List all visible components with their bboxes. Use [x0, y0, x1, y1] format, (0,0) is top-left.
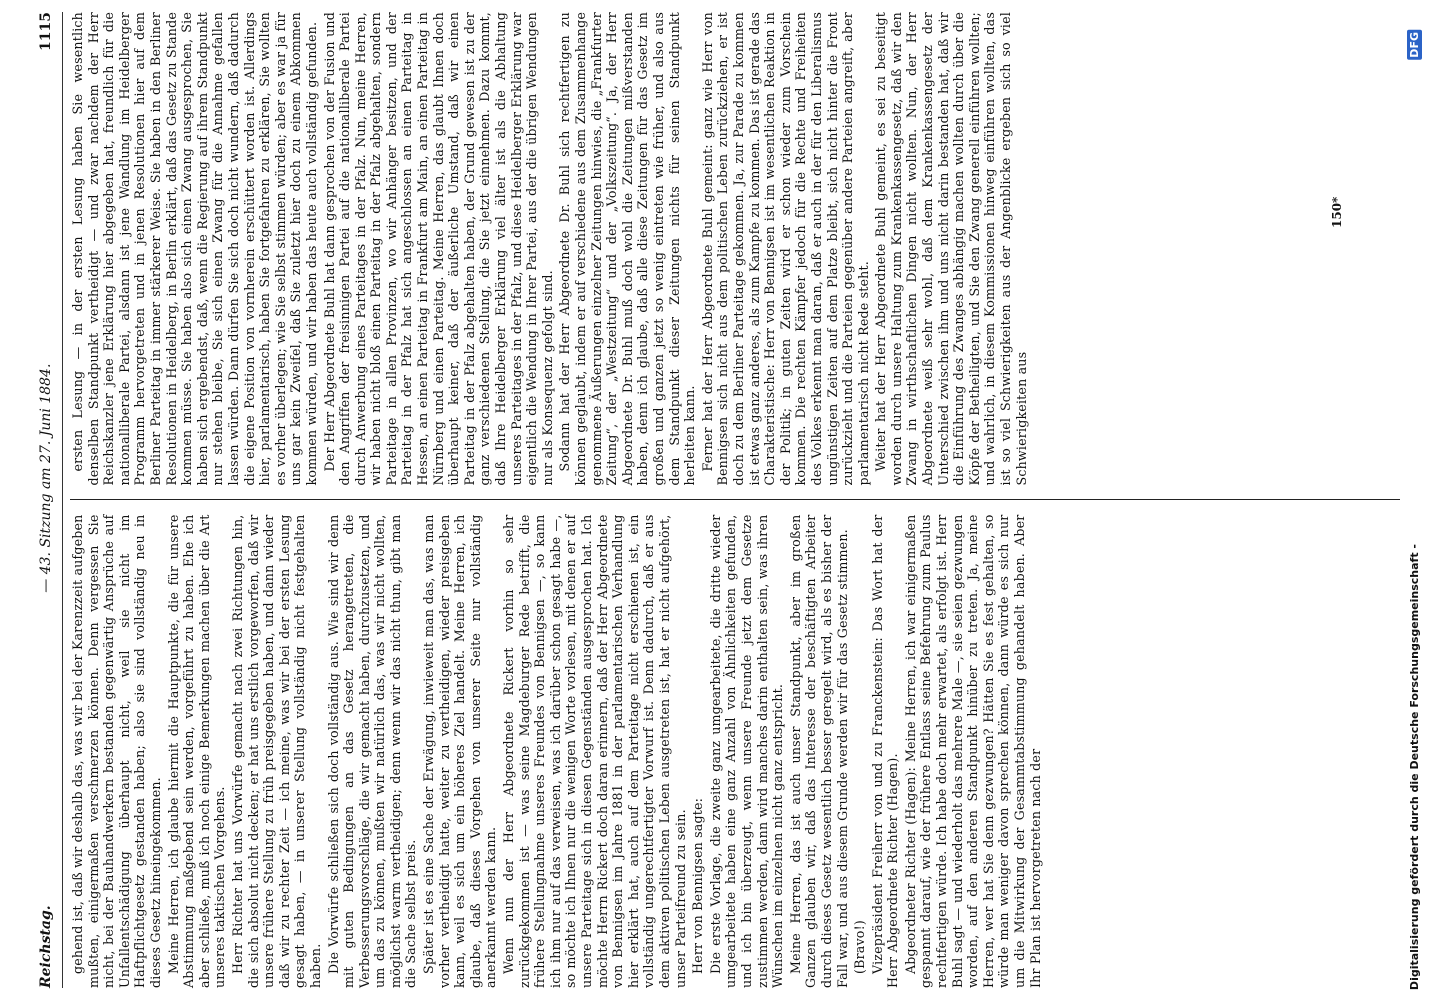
paragraph: Abgeordneter Richter (Hagen): Meine Herren, ich war einigermaßen gespannt darauf, wie der frühere Entlass seine Befehrung zum Paulus rechtfertigen würde. Ich habe doch mehr erwartet, als erfolgt ist. Herr Buhl sagt — und wiederholt das mehrere Male —, sie seien gezwungen worden, auf den anderen Standpunkt hinüber zu treten. Ja, meine Herren, wer hat Sie denn gezwungen? Hätten Sie es fest gehalten, so würde man weniger davon sprechen können, dann würde es sich nur um die Mitwirkung der Gesammtabstimmung gehandelt haben. Aber Ihr Plan ist hervorgetreten nach der: [902, 514, 1043, 988]
paragraph: Die erste Vorlage, die zweite ganz umgearbeitete, die dritte wieder umgearbeitete haben eine ganz Anzahl von Ähnlichkeiten gefunden, und ich bin überzeugt, wenn unsere Freunde jetzt dem Gesetze zustimmen werden, dann wird manches darin enthalten sein, was ihren Wünschen im einzelnen nicht ganz entspricht.: [707, 514, 786, 988]
paragraph: Meine Herren, das ist auch unser Standpunkt, aber im großen Ganzen glauben wir, daß das Interesse der beschäftigten Arbeiter durch dieses Gesetz wesentlich besser geregelt wird, als es bisher der Fall war, und aus diesem Grunde werden wir für das Gesetz stimmen.: [787, 514, 850, 988]
paragraph: Ferner hat der Herr Abgeordnete Buhl gemeint: ganz wie Herr von Bennigsen sich nicht aus dem politischen Leben zurückziehen, er ist doch zu dem Berliner Parteitage gekommen. Ja, zur Parade zu kommen ist etwas ganz anderes, als zum Kampfe zu kommen. Das ist gerade das Charakteristische: Herr von Bennigsen ist im wesentlichen Reaktion in der Politik; in guten Zeiten wird er schon wieder zum Vorschein kommen. Die rechten Kämpfer jedoch für die Rechte und Freiheiten des Volkes erkennt man daran, daß er auch in der für den Liberalismus ungünstigen Zeiten auf dem Platze bleibt, sich nicht hinter die Front zurückzieht und die Parteien gegenüber andere Parteien angreift, aber parlamentarisch nicht Rede steht.: [699, 12, 871, 486]
header-session: — 43. Sitzung am 27. Juni 1884.: [38, 363, 54, 593]
paragraph: Herr Richter hat uns Vorwürfe gemacht nach zwei Richtungen hin, die sich absolut nicht decken; er hat uns erstlich vorgeworfen, daß wir unsere frühere Stellung zu früh preisgegeben haben, und dann wieder daß wir zu rechter Zeit — ich meine, was wir bei der ersten Lesung gesagt haben, — in unserer Stellung vollständig nicht festgehalten haben.: [229, 514, 323, 988]
text-column-right: [70, 12, 1400, 486]
paragraph: Die Vorwürfe schließen sich doch vollständig aus. Wie sind wir denn mit guten Bedingungen an das Gesetz herangetreten, die Verbesserungsvorschläge, die wir gemacht haben, durchzusetzen, und um das zu können, mußten wir natürlich das, was wir nicht wollten, möglichst warm vertheidigen; denn wenn wir das nicht thun, gibt man die Sache selbst preis.: [325, 514, 419, 988]
paragraph: Später ist es eine Sache der Erwägung, inwieweit man das, was man vorher vertheidigt hatte, weiter zu vertheidigen, wieder preisgeben kann, weil es sich um ein höheres Ziel handelt. Meine Herren, ich glaube, daß dieses Vorgehen von unserer Seite nur vollständig anerkannt werden kann.: [421, 514, 499, 988]
paragraph: Der Herr Abgeordnete Buhl hat dann gesprochen von der Fusion und den Angriffen der freisinnigen Partei auf die nationalliberale Partei durch Anwerbung eines Parteitages in der Pfalz. Nun, meine Herren, wir haben nicht bloß einen Parteitag in der Pfalz abgehalten, sondern Parteitage in allen Provinzen, wo wir Anhänger besitzen, und der Parteitag in der Pfalz hat sich angeschlossen an einen Parteitag in Hessen, an einen Parteitag in Frankfurt am Main, an einen Parteitag in Nürnberg und einen Parteitag. Meine Herren, das glaubt Ihnen doch überhaupt keiner, daß der äußerliche Umstand, daß wir einen Parteitag in der Pfalz abgehalten haben, der Grund gewesen ist zu der ganz verschiedenen Stellung, die Sie jetzt einnehmen. Dazu kommt, daß Ihre Heidelberger Erklärung viel älter ist als die Abhaltung unseres Parteitages in der Pfalz, und diese Heidelberger Erklärung war eigentlich die Wendung in Ihrer Partei, aus der die übrigen Wendungen nur als Konsequenz gefolgt sind.: [321, 12, 555, 486]
page-header: [30, 12, 63, 988]
paragraph: Meine Herren, ich glaube hiermit die Hauptpunkte, die für unsere Abstimmung maßgebend sein werden, vorgeführt zu haben. Ehe ich aber schließe, muß ich noch einige Bemerkungen machen über die Art unseres taktischen Vorgehens.: [165, 514, 228, 988]
paragraph: ersten Lesung — in der ersten Lesung haben Sie wesentlich denselben Standpunkt vertheidigt — und zwar nachdem der Herr Reichskanzler jene Erklärung hier abgegeben hat, freundlich für die nationalliberale Partei, alsdann ist jene Wandlung im Heidelberger Programm hervorgetreten und in jenen Resolutionen hier auf dem Berliner Parteitag in immer stärkerer Weise. Sie haben in den Berliner Resolutionen in Heidelberg, in Berlin erklärt, daß das Gesetz zu Stande kommen müsse. Sie haben also sich einen Zwang ausgesprochen, Sie haben sich ergebendst, daß, wenn die Regierung auf ihrem Standpunkt nur stehen bleibe, Sie sich einen Zwang für die Annahme gefallen lassen würden. Dann dürfen Sie sich doch nicht wundern, daß dadurch die eigene Position von vornherein erschüttert worden ist. Allerdings hier, parlamentarisch, haben Sie fortgefahren zu erklären, Sie wollten es vorher überlegen; wie Sie selbst stimmen würden; aber es war ja für uns gar kein Zweifel, daß Sie zuletzt hier doch zu einem Abkommen kommen würden, und wir haben das heute auch vollständig gefunden.: [70, 12, 319, 486]
header-publication: Reichstag.: [38, 905, 54, 988]
paragraph: gehend ist, daß wir deshalb das, was wir bei der Karenzzeit aufgeben mußten, einigermaßen verschmerzen können. Denn vergessen Sie nicht, bei der Bauhandwerkern bestanden gegenwärtig Ansprüche auf Unfallentschädigung überhaupt nicht, weil sie nicht im Haftpflichtgesetz gestanden haben; also sie sind vollständig neu in dieses Gesetz hineingekommen.: [70, 514, 163, 988]
paragraph: Sodann hat der Herr Abgeordnete Dr. Buhl sich rechtfertigen zu können geglaubt, indem er auf verschiedene aus dem Zusammenhange genommene Äußerungen einzelner Zeitungen hinwies, die „Frankfurter Zeitung“, der „Westzeitung“ und der „Volkszeitung“. Ja, der Herr Abgeordnete Dr. Buhl muß doch wohl die Zeitungen mißverstanden haben, denn ich glaube, daß alle diese Zeitungen für das Gesetz im großen und ganzen jetzt so wenig eintreten wie früher, und also aus dem Standpunkt dieser Zeitungen nichts für seinen Standpunkt herleiten kann.: [557, 12, 698, 486]
paragraph: Herr von Bennigsen sagte:: [690, 797, 706, 974]
side-credit: [1402, 30, 1426, 990]
dfg-logo: DFG: [1407, 32, 1421, 58]
text-column-left: [70, 515, 1400, 989]
paragraph: Wenn nun der Herr Abgeordnete Rickert vorhin so sehr zurückgekommen ist — was seine Magdeburger Rede betrifft, die frühere Stellungnahme unseres Freundes von Bennigsen —, so kann ich ihm nur auf das verweisen, was ich darüber schon gesagt habe —, so möchte ich Ihnen nur die wenigen Worte vorlesen, mit denen er auf unsere Parteitage sich in diesen Gegenständen ausgesprochen hat. Ich möchte Herrn Rickert doch daran erinnern, daß der Herr Abgeordnete von Bennigsen im Jahre 1881 in der parlamentarischen Verhandlung hier erklärt hat, auch auf dem Parteitage nicht erschienen ist, ein vollständig ungerechtfertigter Vorwurf ist. Denn dadurch, daß er aus dem aktiven politischen Leben ausgetreten ist, hat er nicht aufgehört, unser Parteifreund zu sein.: [501, 514, 688, 988]
paragraph: Vizepräsident Freiherr von und zu Franckenstein: Das Wort hat der Herr Abgeordnete Richter (Hagen).: [869, 514, 901, 988]
funding-credit: Digitalisierung gefördert durch die Deutsche Forschungsgemeinschaft -: [1407, 543, 1421, 990]
page-body: [70, 12, 1400, 988]
column-divider: [70, 500, 1400, 501]
header-page-number: 1115: [38, 12, 54, 51]
newspaper-page: [30, 12, 1410, 988]
paragraph: (Bravo!): [852, 920, 868, 974]
signature-mark: 150*: [1330, 196, 1344, 228]
paragraph: Weiter hat der Herr Abgeordnete Buhl gemeint, es sei zu beseitigt worden durch unsere Haltung zum Krankenkassengesetz, daß wir den Zwang in wirthschaftlichen Dingen nicht wollten. Nun, der Herr Abgeordnete weiß sehr wohl, daß dem Krankenkassengesetz der Unterschied zwischen ihm und uns nicht darin bestanden hat, daß wir die Einführung des Zwanges abhängig machen wollten durch über die Köpfe der Betheiligten, und Sie den Zwang generell einführen wollten; und wahrlich, in diesem Kommissionen hinweg einführen wollten, das ist so viel Schwierigkeiten aus der Angenblicke ergeben sich so viel Schwierigkeiten aus: [873, 12, 1029, 486]
